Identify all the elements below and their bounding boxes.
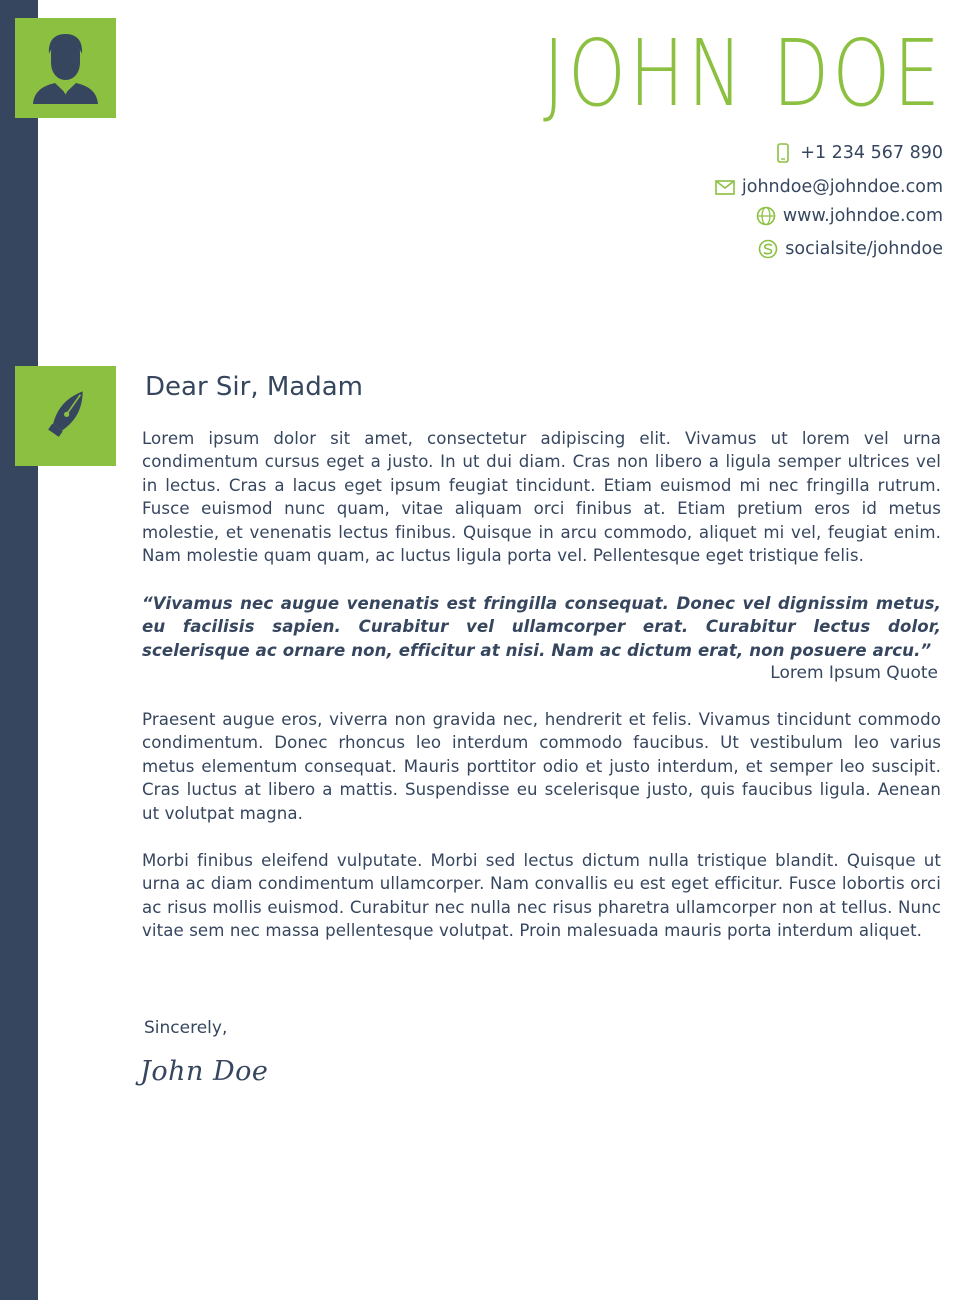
fountain-pen-icon (15, 366, 116, 466)
quote-text: “Vivamus nec augue venenatis est fringilla consequat. Donec vel dignissim metus, eu facilisis sapien. Curabitur vel ullamcorper erat. Curabitur lectus dolor, scelerisque ac ornare non, efficitur at nisi. Nam ac dictum erat, non posuere arcu.” (142, 594, 941, 660)
applicant-name: JOHN DOE (542, 20, 943, 127)
website-text: www.johndoe.com (782, 206, 943, 226)
envelope-icon (714, 176, 736, 198)
email-text: johndoe@johndoe.com (741, 177, 943, 197)
social-icon (757, 238, 779, 260)
closing: Sincerely, (144, 1018, 228, 1038)
letter-tile (15, 366, 116, 466)
paragraph-text: Lorem ipsum dolor sit amet, consectetur adipiscing elit. Vivamus ut lorem vel urna condimentum cursus eget a justo. In ut dui diam. Cras non libero a ligula semper ultrices vel in lectus. Cras a lacus eget ipsum feugiat tincidunt. Etiam euismod mi nec fringilla rutrum. Fusce euismod nunc quam, vitae aliquam orci finibus at. Etiam pretium eros id metus molestie, et venenatis lectus finibus. Quisque in arcu commodo, aliquet mi vel, feugiat enim. Nam molestie quam quam, ac luctus ligula porta vel. Pellentesque eget tristique felis. (142, 429, 941, 566)
salutation: Dear Sir, Madam (145, 372, 363, 402)
paragraph-1 (142, 427, 941, 567)
paragraph-3 (142, 849, 941, 943)
paragraph-text: Morbi finibus eleifend vulputate. Morbi sed lectus dictum nulla tristique blandit. Quisque ut urna ac diam condimentum ullamcorper. Nam convallis eu est eget efficitur. Fusce lobortis orci ac risus mollis euismod. Curabitur nec nulla nec risus pharetra ullamcorper non at tellus. Nunc vitae sem nec massa pellentesque volutpat. Proin malesuada mauris porta interdum aliquet. (142, 851, 941, 941)
quote-block (142, 592, 941, 683)
contact-phone (772, 140, 943, 166)
person-icon (15, 18, 116, 118)
quote-source: Lorem Ipsum Quote (770, 663, 938, 683)
contact-website (755, 203, 943, 229)
signature: John Doe (140, 1056, 269, 1087)
phone-text: +1 234 567 890 (800, 143, 943, 163)
contact-social (757, 236, 943, 262)
phone-icon (772, 142, 794, 164)
paragraph-text: Praesent augue eros, viverra non gravida nec, hendrerit et felis. Vivamus tincidunt commodo condimentum. Donec rhoncus leo interdum commodo faucibus. Ut vestibulum leo varius metus elementum consequat. Mauris porttitor odio et justo interdum, et semper leo suscipit. Cras luctus at libero a mattis. Suspendisse eu scelerisque justo, quis faucibus ligula. Aenean ut volutpat magna. (142, 710, 941, 823)
contact-email (714, 174, 943, 200)
globe-icon (755, 205, 777, 227)
social-text: socialsite/johndoe (785, 239, 943, 259)
avatar-tile (15, 18, 116, 118)
sidebar-stripe (0, 0, 38, 1300)
paragraph-2 (142, 708, 941, 825)
